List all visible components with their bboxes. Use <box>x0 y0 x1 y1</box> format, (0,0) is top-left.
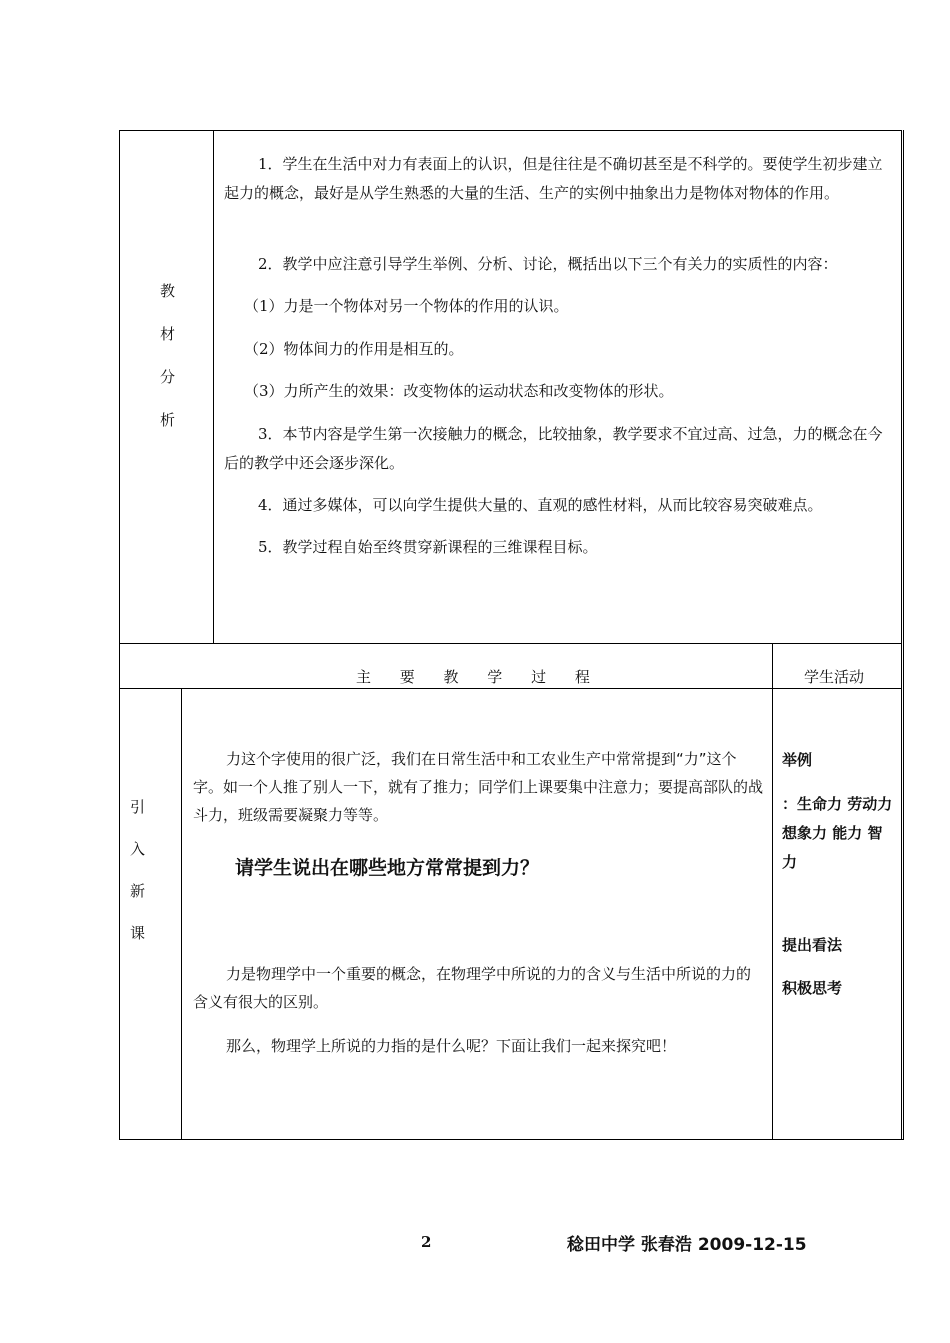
intro-paragraph-1: 力这个字使用的很广泛，我们在日常生活中和工农业生产中常常提到“力”这个字。如一个人推了别人一下，就有了推力；同学们上课要集中注意力；要提高部队的战斗力，班级需要凝聚力等等。 <box>193 750 764 824</box>
row-divider-2 <box>119 688 902 689</box>
intro-divider <box>181 688 182 1140</box>
table-bottom-border <box>119 1139 904 1140</box>
intro-label-char: 引 <box>130 798 146 816</box>
analysis-paragraph-2: 2．教学中应注意引导学生举例、分析、讨论，概括出以下三个有关力的实质性的内容： <box>258 255 838 273</box>
analysis-divider <box>213 130 214 643</box>
analysis-paragraph-3: 3．本节内容是学生第一次接触力的概念，比较抽象，教学要求不宜过高、过急，力的概念在今后的教学中还会逐步深化。 <box>224 425 883 472</box>
table-top-border <box>119 130 902 131</box>
intro-paragraph-2: 力是物理学中一个重要的概念，在物理学中所说的力的含义与生活中所说的力的含义有很大的区别。 <box>193 965 752 1011</box>
student-column-divider <box>772 643 773 1140</box>
analysis-label-char: 材 <box>160 325 176 343</box>
analysis-label-char: 教 <box>160 282 176 300</box>
table-right-border-shadow <box>903 130 904 1140</box>
analysis-item-1: （1）力是一个物体对另一个物体的作用的认识。 <box>244 297 569 315</box>
activity-thinking: 积极思考 <box>782 979 843 997</box>
page-number: 2 <box>421 1233 432 1251</box>
analysis-paragraph-4: 4．通过多媒体，可以向学生提供大量的、直观的感性材料，从而比较容易突破难点。 <box>258 496 823 514</box>
analysis-label-char: 分 <box>160 368 176 386</box>
table-right-border <box>901 130 902 1140</box>
activity-opinion: 提出看法 <box>782 936 843 954</box>
footer-credit: 稔田中学 张春浩 2009-12-15 <box>567 1235 807 1255</box>
analysis-label-char: 析 <box>160 411 176 429</box>
main-process-header: 主 要 教 学 过 程 <box>356 668 602 686</box>
intro-question: 请学生说出在哪些地方常常提到力？ <box>235 857 540 879</box>
intro-label-char: 课 <box>130 924 146 942</box>
analysis-item-2: （2）物体间力的作用是相互的。 <box>244 340 464 358</box>
student-activity-header: 学生活动 <box>804 668 865 686</box>
intro-label-char: 入 <box>130 840 146 858</box>
row-divider-1 <box>119 643 902 644</box>
activity-example-list: ：生命力 劳动力 想象力 能力 智力 <box>782 795 893 871</box>
analysis-item-3: （3）力所产生的效果：改变物体的运动状态和改变物体的形状。 <box>244 382 674 400</box>
analysis-paragraph-5: 5．教学过程自始至终贯穿新课程的三维课程目标。 <box>258 538 598 556</box>
intro-paragraph-3: 那么，物理学上所说的力指的是什么呢？下面让我们一起来探究吧！ <box>226 1037 677 1055</box>
analysis-paragraph-1: 1．学生在生活中对力有表面上的认识，但是往往是不确切甚至是不科学的。要使学生初步建立起力的概念，最好是从学生熟悉的大量的生活、生产的实例中抽象出力是物体对物体的作用。 <box>224 155 883 202</box>
table-left-border <box>119 130 120 1140</box>
intro-label-char: 新 <box>130 882 146 900</box>
activity-example: 举例 <box>782 751 813 769</box>
